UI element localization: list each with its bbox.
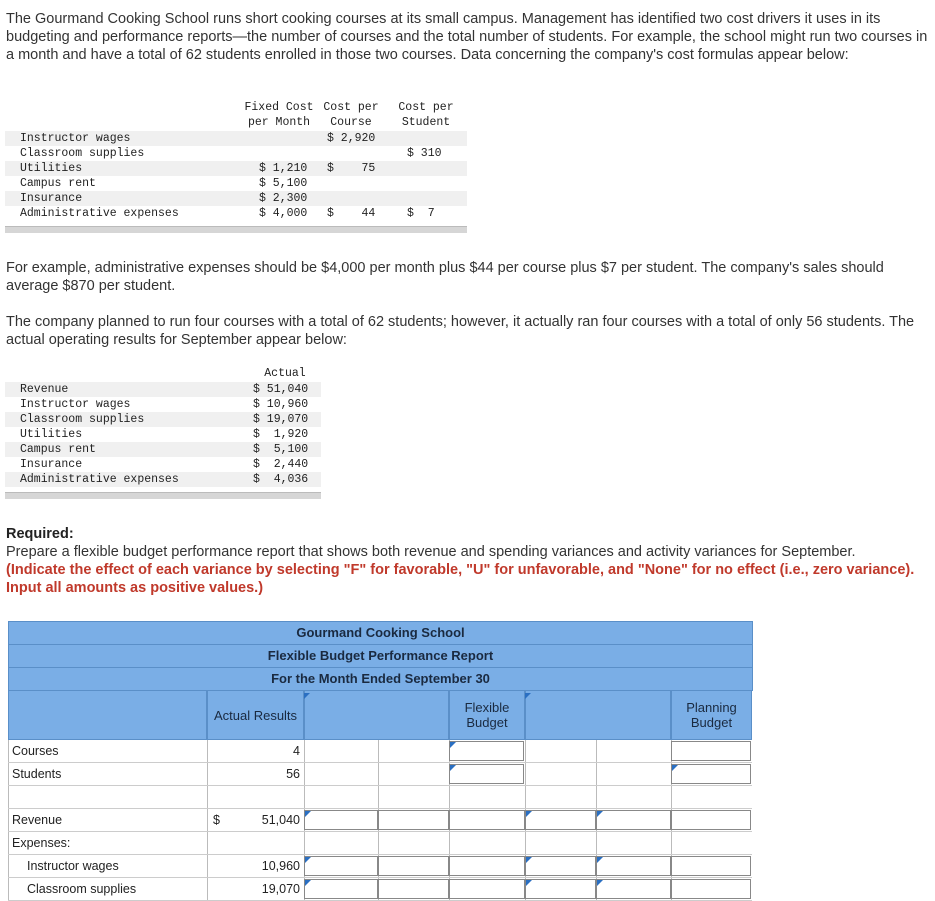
row-label: Utilities [20,428,83,441]
revenue-actual: 51,040 [261,813,300,827]
row-value: $ 5,100 [253,443,309,456]
cost-row [5,206,467,221]
header-fixed-cost: Fixed Cost per Month [244,101,314,129]
report-name-title: Flexible Budget Performance Report [8,644,753,668]
expenses-row [8,832,752,855]
row-value: $ 51,040 [253,383,309,396]
fixed-value: $ 4,000 [259,207,308,220]
variance-header-2 [525,690,671,740]
row-label: Instructor wages [20,398,131,411]
required-instruction: (Indicate the effect of each variance by selecting "F" for favorable, "U" for unfavorable, and "None" for no effect (i.e., zero variance). Input all amounts as positive values.) [6,562,915,596]
courses-row [8,740,752,763]
course-value: $ 75 [327,162,376,175]
supplies-planning-input[interactable] [671,879,751,899]
row-label: Campus rent [20,443,96,456]
students-actual: 56 [286,767,300,781]
table-footer-bar [5,492,321,499]
instructor-variance-1-input[interactable] [304,856,378,876]
actual-row [5,382,321,397]
header-cost-per-student: Cost per Student [398,101,454,129]
variance-header-1 [304,690,449,740]
revenue-planning-input[interactable] [671,810,751,830]
students-label: Students [12,767,62,781]
revenue-flexible-input[interactable] [449,810,525,830]
supplies-variance-1-input[interactable] [304,879,378,899]
courses-planning-input[interactable] [671,741,751,761]
actual-results-header: Actual Results [207,690,304,740]
course-value: $ 2,920 [327,132,376,145]
supplies-flexible-input[interactable] [449,879,525,899]
flexible-budget-header: Flexible Budget [449,690,525,740]
row-value: $ 10,960 [253,398,309,411]
row-label: Campus rent [20,177,96,190]
actual-row [5,442,321,457]
row-label: Revenue [20,383,69,396]
row-label: Administrative expenses [20,473,179,486]
example-paragraph: For example, administrative expenses should be $4,000 per month plus $44 per course plus $7 per student. The company's sales should average $870 per student. [6,260,884,294]
label-column-header [8,690,207,740]
students-flexible-input[interactable] [449,764,524,784]
cost-formula-table [5,100,467,232]
supplies-variance-2-input[interactable] [525,879,596,899]
instructor-variance-2-effect[interactable] [596,856,671,876]
header-actual: Actual [264,367,306,380]
row-label: Administrative expenses [20,207,179,220]
course-value: $ 44 [327,207,376,220]
cost-row [5,191,467,206]
instructor-flexible-input[interactable] [449,856,525,876]
actual-row [5,397,321,412]
instructor-variance-1-effect[interactable] [378,856,449,876]
supplies-variance-1-effect[interactable] [378,879,449,899]
report-company-title: Gourmand Cooking School [8,621,753,645]
revenue-variance-2-input[interactable] [525,810,596,830]
cost-row [5,161,467,176]
instructor-variance-2-input[interactable] [525,856,596,876]
required-text: Prepare a flexible budget performance report that shows both revenue and spending variances and activity variances for September. [6,544,856,560]
row-label: Insurance [20,458,83,471]
cost-row [5,146,467,161]
revenue-label: Revenue [12,813,63,827]
revenue-variance-1-input[interactable] [304,810,378,830]
row-label: Instructor wages [20,132,131,145]
intro-paragraph: The Gourmand Cooking School runs short cooking courses at its small campus. Management has identified two cost drivers it uses in its budgeting and performance reports—the number of courses and the total number of students. For example, the school might run two courses in a month and have a total of 62 students enrolled in those two courses. Data concerning the company's cost formulas appear below: [6,11,928,63]
actual-row [5,457,321,472]
classroom-supplies-label: Classroom supplies [27,882,137,896]
student-value: $ 7 [407,207,435,220]
table-footer-bar [5,226,467,233]
expenses-label: Expenses: [12,836,71,850]
courses-label: Courses [12,744,59,758]
supplies-variance-2-effect[interactable] [596,879,671,899]
revenue-dollar-sign: $ [213,813,220,827]
courses-flexible-input[interactable] [449,741,524,761]
row-value: $ 1,920 [253,428,309,441]
row-value: $ 2,440 [253,458,309,471]
row-label: Classroom supplies [20,147,145,160]
instructor-wages-label: Instructor wages [27,859,119,873]
actual-row [5,472,321,487]
classroom-supplies-actual: 19,070 [261,882,300,896]
plan-paragraph: The company planned to run four courses with a total of 62 students; however, it actually ran four courses with a total of only 56 students. The actual operating results for September appear below: [6,314,915,348]
fixed-value: $ 5,100 [259,177,308,190]
fixed-value: $ 1,210 [259,162,308,175]
actual-row [5,427,321,442]
row-value: $ 4,036 [253,473,309,486]
cost-row [5,176,467,191]
courses-actual: 4 [293,744,300,758]
fixed-value: $ 2,300 [259,192,308,205]
instructor-wages-actual: 10,960 [261,859,300,873]
header-cost-per-course: Cost per Course [323,101,379,129]
row-label: Utilities [20,162,83,175]
students-row [8,763,752,786]
blank-row [8,786,752,809]
student-value: $ 310 [407,147,442,160]
planning-budget-header: Planning Budget [671,690,752,740]
required-heading: Required: [6,526,74,542]
students-planning-input[interactable] [671,764,751,784]
actual-results-table [5,366,321,502]
row-label: Insurance [20,192,83,205]
required-section [6,525,934,597]
row-value: $ 19,070 [253,413,309,426]
actual-row [5,412,321,427]
instructor-planning-input[interactable] [671,856,751,876]
row-label: Classroom supplies [20,413,145,426]
report-period-title: For the Month Ended September 30 [8,667,753,691]
cost-row [5,131,467,146]
revenue-variance-1-effect[interactable] [378,810,449,830]
revenue-variance-2-effect[interactable] [596,810,671,830]
